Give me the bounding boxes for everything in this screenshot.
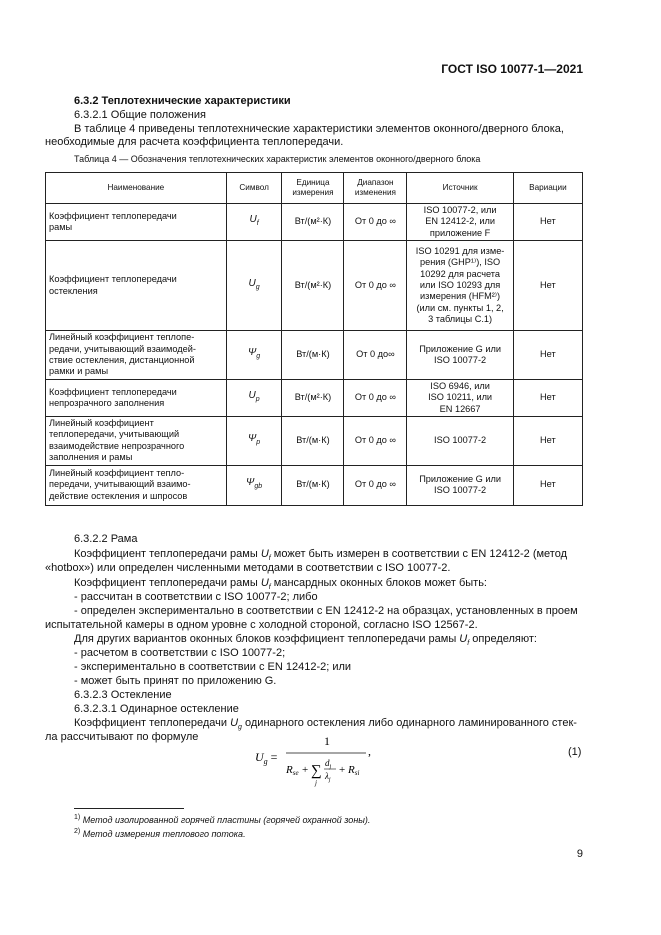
cell-name: Коэффициент теплопередачи рамы	[46, 204, 227, 241]
paragraph-line: ла рассчитывают по формуле	[45, 731, 199, 743]
cell-name: Коэффициент теплопередачи непрозрачного заполнения	[46, 379, 227, 416]
cell-range: От 0 до ∞	[344, 204, 407, 241]
section-6-3-2-3-title: 6.3.2.3 Остекление	[74, 689, 172, 701]
formula-rsi: Rsi	[348, 764, 360, 777]
cell-symbol: $U_g$	[226, 241, 282, 331]
footnote-2: $^{2)}$ Метод измерения теплового потока.	[74, 828, 246, 839]
table-row	[46, 241, 583, 331]
formula-plus: +	[339, 764, 346, 776]
cell-unit: Вт/(м²·К)	[282, 241, 344, 331]
cell-variation: Нет	[513, 379, 582, 416]
cell-symbol: $\Psi_p$	[226, 417, 282, 466]
cell-source: ISO 10291 для изме- рения (GHP¹⁾), ISO 10292 для расчета или ISO 10293 для измерения (HFM²⁾) (или см. пункты 1, 2, 3 таблицы С.1)	[407, 241, 513, 331]
col-header: Единица измерения	[282, 173, 344, 204]
paragraph-line: Коэффициент теплопередачи $U_g$ одинарного остекления либо одинарного ламинированного стек-	[74, 717, 577, 732]
cell-unit: Вт/(м²·К)	[282, 379, 344, 416]
formula-sum: ∑	[311, 763, 322, 779]
cell-range: От 0 до ∞	[344, 379, 407, 416]
cell-variation: Нет	[513, 204, 582, 241]
paragraph-line: Для других вариантов оконных блоков коэффициент теплопередачи рамы $U_f$ определяют:	[74, 633, 537, 648]
formula-number: (1)	[568, 746, 582, 758]
table-row	[46, 204, 583, 241]
table-row	[46, 379, 583, 416]
cell-name: Линейный коэффициент теплопе- редачи, учитывающий взаимодей- ствие остекления, дистанционной рамки и рамы	[46, 331, 227, 380]
formula-numerator: 1	[324, 734, 330, 748]
col-header: Источник	[407, 173, 513, 204]
cell-unit: Вт/(м·К)	[282, 465, 344, 505]
paragraph-line: Коэффициент теплопередачи рамы $U_f$ мансардных оконных блоков может быть:	[74, 577, 487, 592]
characteristics-table	[45, 172, 583, 506]
cell-variation: Нет	[513, 417, 582, 466]
cell-source: Приложение G или ISO 10077-2	[407, 465, 513, 505]
cell-symbol: $U_f$	[226, 204, 282, 241]
formula-comma: ,	[368, 744, 371, 758]
col-header: Диапазон изменения	[344, 173, 407, 204]
document-header: ГОСТ ISO 10077-1—2021	[441, 62, 583, 76]
cell-unit: Вт/(м·К)	[282, 331, 344, 380]
paragraph-line: Коэффициент теплопередачи рамы $U_f$ может быть измерен в соответствии с EN 12412-2 (метод	[74, 548, 567, 563]
cell-name: Коэффициент теплопередачи остекления	[46, 241, 227, 331]
list-item: - может быть принят по приложению G.	[74, 675, 277, 687]
cell-variation: Нет	[513, 331, 582, 380]
formula-lambda: $\lambda_j$	[325, 771, 331, 783]
cell-symbol: $U_p$	[226, 379, 282, 416]
cell-source: ISO 10077-2	[407, 417, 513, 466]
cell-variation: Нет	[513, 241, 582, 331]
list-item: - рассчитан в соответствии с ISO 10077-2; либо	[74, 591, 318, 603]
list-item: испытательной камеры в одном уровне с холодной стороной, согласно ISO 12567-2.	[45, 619, 478, 631]
list-item: - расчетом в соответствии с ISO 10077-2;	[74, 647, 286, 659]
list-item: - экспериментально в соответствии с EN 12412-2; или	[74, 661, 352, 673]
cell-unit: Вт/(м²·К)	[282, 204, 344, 241]
formula-rse: Rse	[286, 764, 299, 777]
paragraph-line: В таблице 4 приведены теплотехнические характеристики элементов оконного/дверного блока,	[74, 123, 564, 135]
cell-symbol: $\Psi_{gb}$	[226, 465, 282, 505]
table-header-row	[46, 173, 583, 204]
cell-source: Приложение G или ISO 10077-2	[407, 331, 513, 380]
list-item: - определен экспериментально в соответствии с EN 12412-2 на образцах, установленных в проем	[74, 605, 578, 617]
cell-range: От 0 до∞	[344, 331, 407, 380]
cell-source: ISO 10077-2, или EN 12412-2, или приложение F	[407, 204, 513, 241]
table-row	[46, 331, 583, 380]
formula-dj: $d_j$	[325, 758, 332, 770]
col-header: Вариации	[513, 173, 582, 204]
section-6-3-2-title: 6.3.2 Теплотехнические характеристики	[74, 95, 291, 107]
cell-variation: Нет	[513, 465, 582, 505]
section-6-3-2-2-title: 6.3.2.2 Рама	[74, 533, 138, 545]
footnote-1: $^{1)}$ Метод изолированной горячей пластины (горячей охранной зоны).	[74, 814, 371, 825]
section-6-3-2-1-title: 6.3.2.1 Общие положения	[74, 109, 206, 121]
footnote-divider	[74, 808, 184, 809]
cell-source: ISO 6946, или ISO 10211, или EN 12667	[407, 379, 513, 416]
paragraph-line: необходимые для расчета коэффициента теплопередачи.	[45, 136, 344, 148]
paragraph-line: «hotbox») или определен численными методами в соответствии с ISO 10077-2.	[45, 562, 451, 574]
table-row	[46, 465, 583, 505]
col-header: Символ	[226, 173, 282, 204]
formula-1	[250, 733, 390, 793]
cell-name: Линейный коэффициент тепло- передачи, учитывающий взаимо- действие остекления и шпросов	[46, 465, 227, 505]
formula-sum-index: j	[315, 779, 317, 787]
page-number: 9	[576, 848, 583, 860]
cell-symbol: $\Psi_g$	[226, 331, 282, 380]
section-6-3-2-3-1-title: 6.3.2.3.1 Одинарное остекление	[74, 703, 239, 715]
formula-plus: +	[302, 764, 309, 776]
col-header: Наименование	[46, 173, 227, 204]
cell-name: Линейный коэффициент теплопередачи, учитывающий взаимодействие непрозрачного заполнения и рамы	[46, 417, 227, 466]
formula-lhs: $U_g$ =	[255, 750, 278, 766]
cell-range: От 0 до ∞	[344, 241, 407, 331]
table-row	[46, 417, 583, 466]
cell-range: От 0 до ∞	[344, 417, 407, 466]
cell-unit: Вт/(м·К)	[282, 417, 344, 466]
table-caption: Таблица 4 — Обозначения теплотехнических характеристик элементов оконного/дверного блока	[74, 154, 481, 164]
cell-range: От 0 до ∞	[344, 465, 407, 505]
